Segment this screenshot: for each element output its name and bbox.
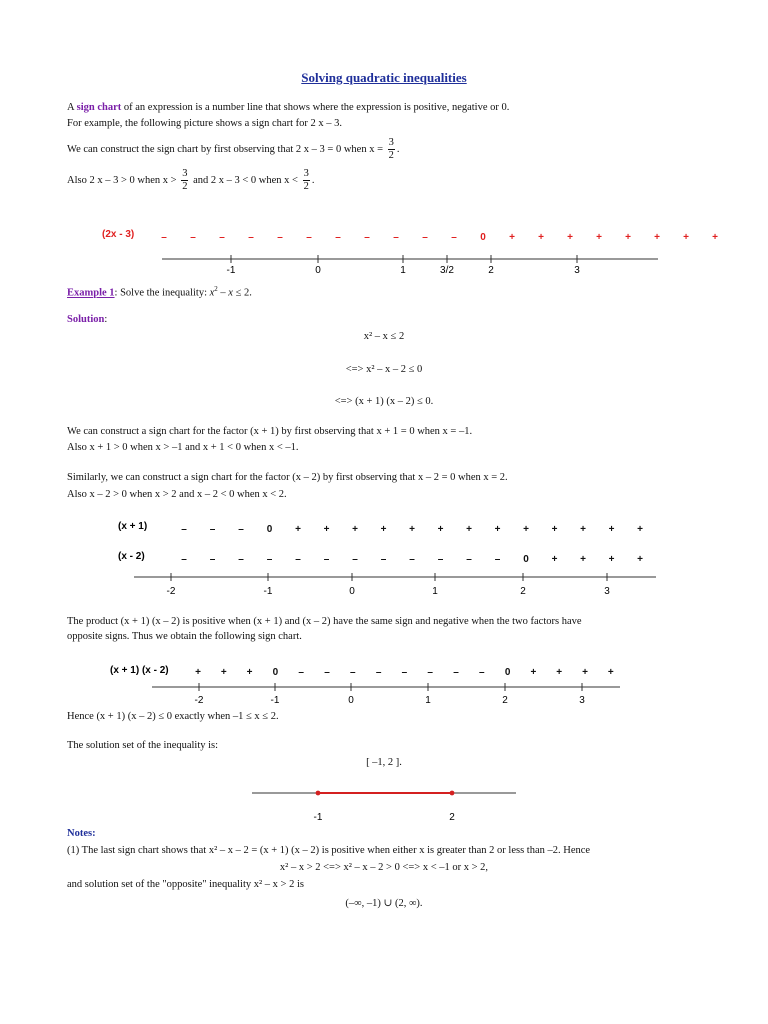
sign-mark: + — [683, 232, 689, 243]
fraction-numerator: 3 — [388, 137, 394, 148]
tick-label: 3/2 — [440, 265, 454, 276]
tick-label: 0 — [349, 586, 355, 597]
sign-mark: – — [451, 232, 457, 243]
sign-mark: – — [238, 554, 244, 565]
paragraph-factor-2-line-2: Also x – 2 > 0 when x > 2 and x – 2 < 0 when x < 2. — [67, 489, 287, 500]
fraction — [388, 137, 395, 162]
sign-chart-product — [100, 660, 640, 708]
tick-marks — [227, 255, 581, 276]
sign-mark: – — [401, 667, 408, 678]
intro-line-4: Also 2 x – 3 > 0 when x > $\frac{3}{2}$ and 2 x – 3 < 0 when x < $\frac{3}{2}$ . — [67, 168, 315, 192]
solution-label: Solution: — [67, 314, 108, 325]
intro-text: Also 2 x – 3 > 0 when x > — [67, 174, 177, 186]
equation-3: <=> (x + 1) (x – 2) ≤ 0. — [334, 396, 434, 407]
chart-label: (x + 1) (x - 2) — [110, 665, 169, 676]
sign-mark: + — [607, 667, 614, 678]
sign-mark: + — [246, 667, 253, 678]
notes-line-3: and solution set of the "opposite" inequality x² – x > 2 is — [67, 879, 304, 890]
sign-mark: + — [637, 524, 643, 535]
fraction-numerator: 3 — [182, 168, 188, 179]
tick-label: 2 — [520, 586, 526, 597]
sign-row — [161, 232, 718, 243]
sign-mark: + — [580, 554, 586, 565]
sign-mark: – — [219, 232, 225, 243]
paragraph-factor-1-line-1: We can construct a sign chart for the factor (x + 1) by first observing that x + 1 = 0 when x = –1. — [67, 426, 473, 437]
intro-line-3: We can construct the sign chart by first observing that 2 x – 3 = 0 when x = $\frac{3}{2}$ . — [67, 137, 400, 161]
sign-mark: 0 — [266, 524, 273, 535]
sign-mark: – — [248, 232, 254, 243]
sign-mark: + — [654, 232, 660, 243]
tick-label: 3 — [574, 265, 580, 276]
tick-label: 3 — [579, 695, 585, 706]
fraction — [303, 168, 310, 193]
sign-mark: – — [209, 554, 216, 565]
fraction-denominator: 2 — [303, 181, 309, 192]
sign-mark: + — [295, 524, 301, 535]
notes-line-4: (–∞, –1) ∪ (2, ∞). — [345, 898, 423, 909]
solution-heading: Solution — [67, 314, 105, 325]
sign-mark: + — [567, 232, 573, 243]
sign-mark: – — [295, 554, 301, 565]
sign-mark: + — [608, 554, 615, 565]
intro-text: and 2 x – 3 < 0 when x < — [193, 174, 298, 186]
tick-label: 2 — [488, 265, 494, 276]
tick-label: -1 — [226, 265, 236, 276]
solution-set-label: The solution set of the inequality is: — [67, 740, 219, 751]
intro-line-1 — [67, 102, 509, 113]
sign-mark: + — [712, 232, 718, 243]
page-title: Solving quadratic inequalities — [301, 70, 467, 85]
sign-mark: – — [427, 667, 433, 678]
chart-label-x-minus-2: (x - 2) — [118, 551, 145, 562]
sign-chart-2x-minus-3 — [90, 222, 718, 282]
paragraph-product-line-1: The product (x + 1) (x – 2) is positive when (x + 1) and (x – 2) have the same sign and negative when the two factors have — [67, 616, 582, 627]
tick-label: -1 — [270, 695, 280, 706]
sign-row-1 — [181, 524, 643, 535]
sign-mark: + — [580, 524, 586, 535]
intro-line-2: For example, the following picture shows a sign chart for 2 x – 3. — [67, 118, 342, 129]
tick-label: 2 — [449, 812, 455, 823]
notes-heading: Notes: — [67, 828, 96, 839]
hence-line: Hence (x + 1) (x – 2) ≤ 0 exactly when –1 ≤ x ≤ 2. — [67, 711, 279, 722]
tick-label: 1 — [400, 265, 406, 276]
sign-mark: – — [190, 232, 196, 243]
interval-endpoint — [316, 791, 321, 796]
sign-mark: – — [323, 554, 330, 565]
fraction-denominator: 2 — [182, 181, 188, 192]
sign-mark: – — [364, 232, 370, 243]
sign-mark: + — [551, 554, 558, 565]
sign-mark: – — [437, 554, 444, 565]
sign-mark: + — [409, 524, 415, 535]
notes-line-1: (1) The last sign chart shows that x² – x – 2 = (x + 1) (x – 2) is positive when either x is greater than 2 or less than –2. Hence — [67, 845, 591, 856]
sign-mark: + — [494, 524, 501, 535]
sign-mark: + — [380, 524, 387, 535]
sign-mark: – — [393, 232, 399, 243]
sign-mark: + — [323, 524, 330, 535]
sign-mark: 0 — [504, 667, 511, 678]
equation-2: <=> x² – x – 2 ≤ 0 — [345, 364, 423, 375]
chart-label: (2x - 3) — [102, 229, 135, 240]
tick-label: 0 — [315, 265, 321, 276]
tick-label: -1 — [263, 586, 273, 597]
example-label: Example 1 — [67, 287, 115, 299]
paragraph-product-line-2: opposite signs. Thus we obtain the following sign chart. — [67, 631, 302, 642]
sign-mark: – — [306, 232, 312, 243]
tick-label: -2 — [166, 586, 176, 597]
sign-mark: + — [195, 667, 201, 678]
sign-mark: + — [509, 232, 515, 243]
sign-mark: 0 — [480, 232, 486, 243]
sign-mark: + — [551, 524, 558, 535]
intro-text: A — [67, 102, 77, 113]
sign-mark: – — [479, 667, 485, 678]
tick-label: -2 — [194, 695, 204, 706]
sign-mark: 0 — [523, 554, 529, 565]
sign-mark: + — [530, 667, 537, 678]
sign-mark: + — [466, 524, 472, 535]
sign-mark: – — [181, 554, 187, 565]
sign-mark: + — [596, 232, 602, 243]
sign-mark: – — [380, 554, 387, 565]
paragraph-factor-1-line-2: Also x + 1 > 0 when x > –1 and x + 1 < 0 when x < –1. — [67, 442, 299, 453]
intro-text: of an expression is a number line that shows where the expression is positive, negative or 0. — [121, 102, 510, 113]
sign-mark: + — [608, 524, 615, 535]
tick-label: 1 — [432, 586, 438, 597]
interval-endpoint — [450, 791, 455, 796]
sign-mark: – — [277, 232, 283, 243]
sign-mark: – — [324, 667, 330, 678]
tick-label: -1 — [313, 812, 323, 823]
sign-mark: + — [523, 524, 529, 535]
sign-mark: – — [466, 554, 472, 565]
sign-mark: + — [556, 667, 563, 678]
notes-title: Notes — [67, 828, 93, 839]
example-1: Example 1: Solve the inequality: $x^2 - x \le 2$. — [67, 285, 252, 299]
tick-label: 3 — [604, 586, 610, 597]
sign-mark: + — [352, 524, 358, 535]
sign-mark: – — [266, 554, 273, 565]
sign-mark: – — [209, 524, 216, 535]
example-text: : Solve the inequality: — [114, 287, 207, 299]
sign-mark: – — [161, 232, 167, 243]
sign-mark: + — [625, 232, 631, 243]
sign-mark: + — [538, 232, 544, 243]
tick-label: 0 — [348, 695, 354, 706]
sign-mark: – — [350, 667, 356, 678]
equation-1: x² – x ≤ 2 — [363, 331, 405, 342]
chart-label-x-plus-1: (x + 1) — [118, 521, 148, 532]
sign-mark: – — [409, 554, 415, 565]
sign-mark: + — [582, 667, 588, 678]
sign-mark: – — [375, 667, 382, 678]
fraction — [181, 168, 188, 193]
sign-mark: + — [437, 524, 444, 535]
tick-label: 1 — [425, 695, 431, 706]
sign-mark: – — [453, 667, 459, 678]
paragraph-factor-2-line-1: Similarly, we can construct a sign chart for the factor (x – 2) by first observing that x – 2 = 0 when x = 2. — [67, 472, 508, 483]
sign-row — [195, 667, 614, 678]
sign-mark: – — [335, 232, 341, 243]
fraction-denominator: 2 — [388, 150, 394, 161]
sign-mark: + — [637, 554, 643, 565]
fraction-numerator: 3 — [303, 168, 309, 179]
tick-marks — [195, 683, 586, 706]
tick-label: 2 — [502, 695, 508, 706]
sign-mark: – — [494, 554, 501, 565]
solution-interval-chart — [240, 784, 530, 826]
solution-set: [ –1, 2 ]. — [366, 757, 402, 768]
sign-chart-term: sign chart — [76, 102, 122, 113]
notes-line-2: x² – x > 2 <=> x² – x – 2 > 0 <=> x < –1 or x > 2, — [279, 862, 489, 873]
sign-row-2 — [181, 554, 643, 565]
sign-mark: – — [422, 232, 428, 243]
intro-text: We can construct the sign chart by first observing that 2 x – 3 = 0 when x = — [67, 143, 384, 155]
sign-mark: – — [181, 524, 187, 535]
sign-mark: + — [220, 667, 227, 678]
sign-chart-factors — [100, 514, 660, 602]
sign-mark: – — [298, 667, 304, 678]
sign-mark: 0 — [272, 667, 279, 678]
sign-mark: – — [238, 524, 244, 535]
sign-mark: – — [352, 554, 358, 565]
